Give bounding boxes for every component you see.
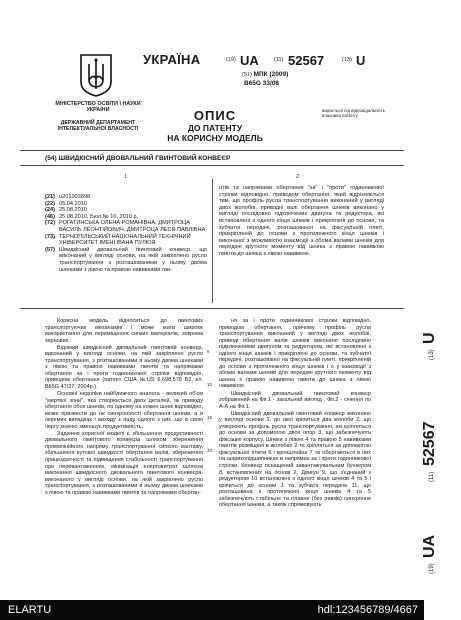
code-19: (19): [226, 57, 236, 63]
handle-id: hdl:123456789/4667: [317, 604, 418, 616]
department-name: ДЕРЖАВНИЙ ДЕПАРТАМЕНТ ІНТЕЛЕКТУАЛЬНОЇ ВЛАСНОСТІ: [57, 120, 139, 133]
document-subtitle-1: ДО ПАТЕНТУ: [187, 123, 243, 133]
repository-name: ELARTU: [8, 604, 52, 616]
footer-bar: [0, 600, 424, 620]
biblio-row: (72) РОГАТИНСЬКА ОЛЕНА РОМАНІВНА, ДМИТРОЦА ВАСИЛЬ ЛЕОНТІЙОВИЧ, ДМИТРОЦА ЛЕСЯ ПАВЛІВНА: [45, 220, 206, 233]
ipc-class: B65G 33/08: [244, 79, 280, 87]
biblio-row: (21) u201003898: [45, 194, 91, 200]
ministry-name: МІНІСТЕРСТВО ОСВІТИ І НАУКИ УКРАЇНИ: [55, 101, 141, 114]
paragraph: Швидкісний двовальний гвинтовий конвеєр зображений на Фіг.1 - загальний вигляд , Фіг.2 - січення по А-А на Фіг.1.: [219, 390, 371, 410]
ipc-label: МПК (2009): [253, 71, 289, 78]
line-number: 10: [207, 382, 213, 387]
line-number: 5: [207, 349, 210, 354]
code-11: (11): [274, 57, 284, 63]
column-number-left: 1: [124, 174, 128, 180]
document-subtitle-2: НА КОРИСНУ МОДЕЛЬ: [167, 133, 263, 143]
paragraph: Задачею корисної моделі є збільшення продуктивності двовального гвинтового конвеєра шляхом збереження прямолінійного напряму транспортування сипкого вантажу, збільшення кутової швидкості обертання валів, збереження працездатності та підвищення стабільності транспортування при перевантаженнях, мінімізація енерговитрат шляхом виконання швидкісного двовального гвинтового конвеєра, виконаного у вигляді основи, на якій закріплено русло транспортування, з розташованими в ньому двома шнеками з лівою та правою навивками гвинтів та напрямами обертан-: [45, 430, 203, 496]
country-name: УКРАЇНА: [143, 52, 201, 67]
paragraph: Корисна модель відноситься до гвинтових транспортуючих механізмів і може мати широке використання для переміщення сипких матеріалів, зокрема зернових.: [45, 318, 203, 344]
coat-of-arms-icon: [78, 52, 114, 98]
patent-number: 52567: [288, 53, 325, 68]
document-title-block: [160, 108, 270, 143]
line-number: 15: [207, 415, 213, 420]
document-title: ОПИС: [193, 108, 237, 123]
kind-code: U: [356, 53, 366, 68]
biblio-row: (73) ТЕРНОПІЛЬСЬКИЙ НАЦІОНАЛЬНИЙ ТЕХНІЧНИЙ УНІВЕРСИТЕТ ІМЕНІ ІВАНА ПУЛЮЯ: [45, 233, 191, 247]
divider: [20, 150, 404, 151]
vertical-patent-code: (19) UA (11) 52567 (13) U: [421, 332, 438, 574]
biblio-row-abstract: (57) Швидкісний двовальний гвинтовий конвеєр, що виконаний у вигляді основи, на якій закріплено русло транспортування з розташованими у ньому двома шнеками з лівою та правою навивками гви-: [45, 246, 207, 273]
claim-continuation: нтів та напрямами обертання "за" і "проти" годинникової стрілки відповідно, приводом обертання, який відрізняється тим, що профіль русла транспортування виконаний у вигляді двох жолобів, приводні валі обертання шнеків виконано у вигляді послідовно підключених двигуна та редуктора, які встановлені з одного кінця шнеків і прикріплені до основи, та зубчатої передачі, розташованої на фіксуальній плиті, прикріпленій до основи з протилежного кінця шнеків і виконаної з можливістю взаємодії з обома валами шнеків для передачі крутного моменту від шнека з правою навивкою гвинта до шнека з лівою навивкою.: [219, 185, 384, 257]
description-left-column: [45, 318, 203, 497]
ipc-code-tag: (51): [242, 72, 252, 78]
description-right-column: [219, 318, 371, 509]
bibliographic-data: [45, 194, 207, 273]
biblio-row: (22) 05.04.2010: [45, 200, 87, 207]
side-note: видається під відповідальність власника патенту: [322, 108, 385, 119]
paragraph: Відомий швидкісний двовальний гвинтовий конвеєр, виконаний у вигляді основи, на якій закріплено русло транспортування, з розташованими в ньому двома шнеками з лівою та правою навивками гвинтів та напрямами обертання за і проти годинникової стрілки відповідно, приводом обертання (патент США №US 6,698,578 В2, кл. В65G 47/37, 2004р.).: [45, 344, 203, 390]
divider: [20, 308, 404, 309]
invention-title: (54) ШВИДКІСНИЙ ДВОВАЛЬНИЙ ГВИНТОВИЙ КОНВЕЄР: [45, 155, 231, 162]
paragraph: Основні недоліки найближчого аналога - великий об'єм "мертвої зони", яка створюється двох деталей, як приводу обертання обох шнеків, по одному на кожен шнек відповідно, може призвести до не синхронності обертання шнеків, а в окремих випадках і виходу з ладу одного з них, що в свою чергу значно зменшує продуктивність.: [45, 391, 203, 430]
country-code: UA: [240, 53, 259, 68]
patent-code-line: [226, 53, 396, 67]
ipc-block: [242, 71, 288, 88]
biblio-row: (24) 25.08.2010: [45, 207, 87, 214]
biblio-row: (46) 25.08.2010, Бюл.№ 16, 2010 р.: [45, 213, 139, 220]
column-number-right: 2: [296, 174, 300, 180]
paragraph: ня за і проти годинникової стрілки відповідно, приводом обертання, причому профіль русла транспортування виконаний у вигляді двох жолобів, приводі обертання валів шнеків виконано послідовно підключеними двигуном та редуктором, які встановлені з одного кінця шнеків і прикріплені до основи, та зубчатої передачі, розташованої на фіксуальній плиті, прикріпленій до основи з протилежного кінця шнеків і є у взаємодії з обома валами шнеків для передачі крутного моменту від шнека з правою навивкою гвинта до шнека з лівою навивкою.: [219, 318, 371, 390]
code-13: (13): [342, 57, 352, 63]
line-number: 20: [207, 448, 213, 453]
paragraph: Швидкісний двовальний гвинтовий конвеєр виконано у вигляді основи 1, до якої кріпиться два жолоби 2, що утворюють профіль русла транспортування, які кріпляться до основи за допомогою двох опор 3, що забезпечують фіксацію корпусу. Шнеки з лівою 4 та правою 5 навивками гвинтів розміщені в жолобах 2 та кріпляться за допомогою фіксуальної плити 6 і кронштейна 7 та обертаються в них на шарикопідшипниках в напрямах за і проти годинникової стрілки. Конвеєр оснащений завантажувальним бункером 8, встановлених на основі 2. Двигун 9, що з'єднаний з редуктором 10 встановлені з одного кінця шнеків 4 та 5 і кріпиться до основи 1 та зубчата передача 11, що розташована з протилежної кінця шнеків 4 та 5 забезпечують стабільне та плавне (без ривків) синхронне обертання шнеків, а також спрямовують: [219, 410, 371, 509]
divider: [20, 165, 404, 166]
column-divider: [212, 179, 213, 303]
